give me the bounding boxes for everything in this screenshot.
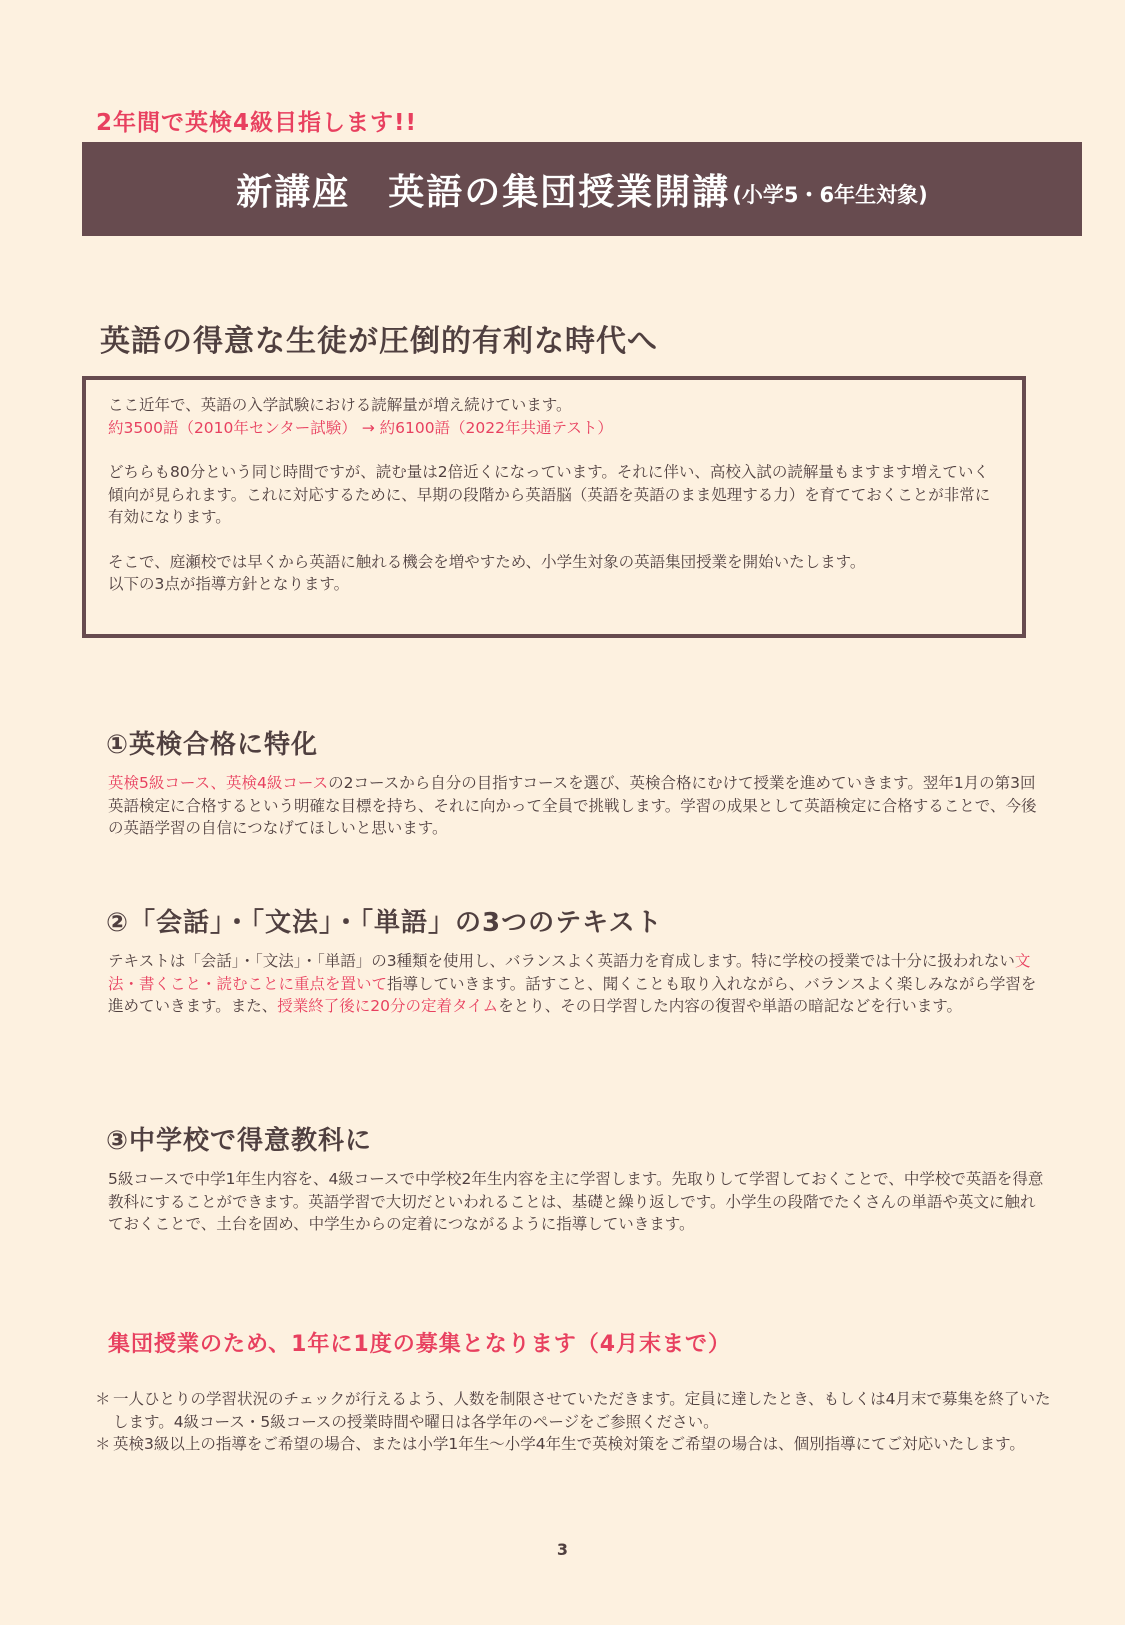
section1-body [108,772,1048,840]
notes-list [95,1388,1065,1456]
page-number: 3 [556,1540,569,1559]
banner-title: 新講座 英語の集団授業開講 [236,171,731,213]
intro-paragraph-3-line1: そこで、庭瀬校では早くから英語に触れる機会を増やすため、小学生対象の英語集団授業を開始いたします。 [108,552,866,571]
title-banner [82,142,1082,236]
recruitment-notice: 集団授業のため、1年に1度の募集となります（4月末まで） [108,1332,732,1357]
section2-heading: ②「会話」・「文法」・「単語」の3つのテキスト [106,908,663,938]
note-asterisk: ＊ [95,1390,111,1408]
intro-paragraph-3-line2: 以下の3点が指導方針となります。 [108,575,350,593]
intro-box [82,376,1026,638]
banner-subtitle: (小学5・6年生対象) [732,183,928,207]
section2-highlight-2: 授業終了後に20分の定着タイム [277,997,499,1015]
section2-text-c: をとり、その日学習した内容の復習や単語の暗記などを行います。 [498,997,962,1015]
note-item [95,1433,1065,1456]
note-item [95,1388,1065,1433]
section1-text: の2コースから自分の目指すコースを選び、英検合格にむけて授業を進めていきます。翌年1月の第3回英語検定に合格するという明確な目標を持ち、それに向かって全員で挑戦します。学習の成果として英語検定に合格することで、今後の英語学習の自信につなげてほしいと思います。 [108,774,1037,837]
section3-body [108,1168,1048,1236]
tagline: 2年間で英検4級目指します!! [96,110,417,136]
note-asterisk: ＊ [95,1435,111,1453]
section3-heading: ③中学校で得意教科に [106,1126,373,1156]
section2-highlight-1: 文法・書くこと・読むことに重点を置いて [108,952,1031,993]
intro-word-count: 約3500語（2010年センター試験） → 約6100語（2022年共通テスト） [108,418,613,437]
section3-text: 5級コースで中学1年生内容を、4級コースで中学校2年生内容を主に学習します。先取りして学習しておくことで、中学校で英語を得意教科にすることができます。英語学習で大切だといわれることは、基礎と繰り返しです。小学生の段階でたくさんの単語や英文に触れておくことで、土台を固め、中学生からの定着につながるように指導していきます。 [108,1170,1044,1233]
section2-body [108,950,1048,1018]
note-text: 一人ひとりの学習状況のチェックが行えるよう、人数を制限させていただきます。定員に達したとき、もしくは4月末で募集を終了いたします。4級コース・5級コースの授業時間や曜日は各学年のページをご参照ください。 [113,1390,1051,1431]
section2-text-a: テキストは「会話」・「文法」・「単語」の3種類を使用し、バランスよく英語力を育成します。特に学校の授業では十分に扱われない [108,952,1015,970]
intro-line1: ここ近年で、英語の入学試験における読解量が増え続けています。 [108,396,572,414]
note-text: 英検3級以上の指導をご希望の場合、または小学1年生～小学4年生で英検対策をご希望の場合は、個別指導にてご対応いたします。 [113,1435,1025,1453]
section2-text-b: 指導していきます。話すこと、聞くことも取り入れながら、バランスよく楽しみながら学習を進めていきます。また、 [108,974,1037,1015]
intro-paragraph-2: どちらも80分という同じ時間ですが、読む量は2倍近くになっています。それに伴い、高校入試の読解量もますます増えていく傾向が見られます。これに対応するために、早期の段階から英語脳（英語を英語のまま処理する力）を育てておくことが非常に有効になります。 [108,463,991,526]
section1-heading: ①英検合格に特化 [106,730,319,760]
section1-highlight: 英検5級コース、英検4級コース [108,774,329,792]
headline: 英語の得意な生徒が圧倒的有利な時代へ [100,324,658,359]
